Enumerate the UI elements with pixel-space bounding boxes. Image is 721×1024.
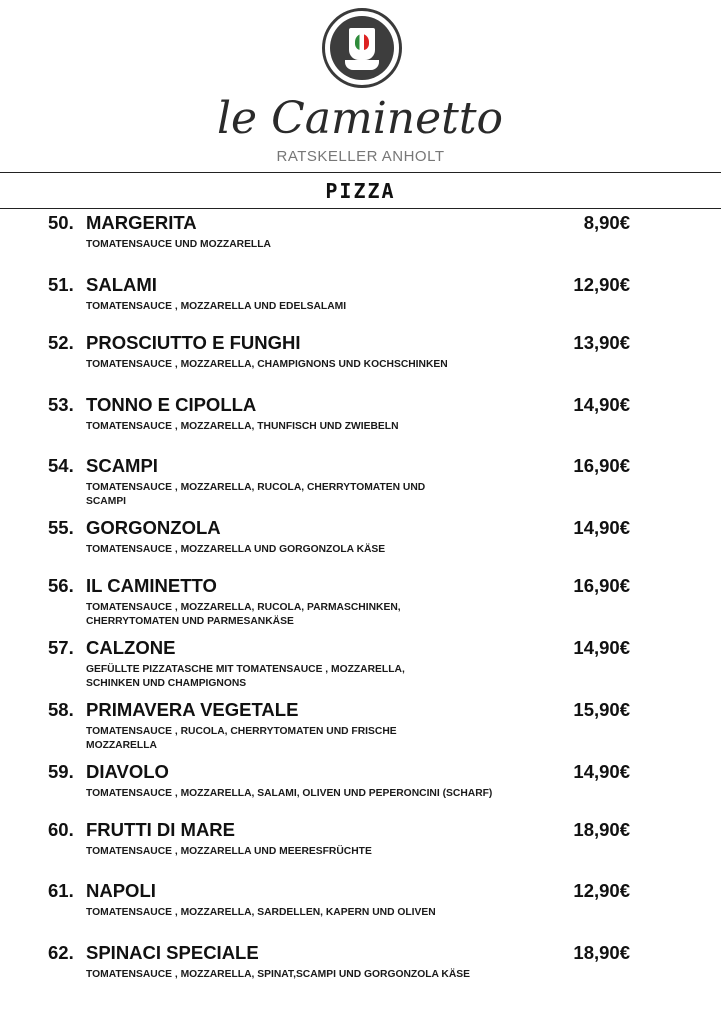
item-name: NAPOLI <box>86 880 156 901</box>
item-price: 15,90€ <box>573 699 630 720</box>
item-number: 51. <box>48 274 74 295</box>
item-name: DIAVOLO <box>86 761 169 782</box>
item-price: 18,90€ <box>573 819 630 840</box>
item-name: SPINACI SPECIALE <box>86 942 259 963</box>
item-description: TOMATENSAUCE , MOZZARELLA, CHAMPIGNONS UND KOCHSCHINKEN <box>86 359 448 370</box>
item-description: TOMATENSAUCE , MOZZARELLA UND MEERESFRÜCHTE <box>86 846 372 857</box>
item-number: 62. <box>48 942 74 963</box>
section-title: PIZZA <box>325 179 396 203</box>
item-description: TOMATENSAUCE , MOZZARELLA, RUCOLA, CHERRYTOMATEN UND SCAMPI <box>86 482 426 507</box>
item-name: FRUTTI DI MARE <box>86 819 236 840</box>
item-price: 14,90€ <box>573 761 630 782</box>
restaurant-name-logo: le Caminetto <box>216 93 504 144</box>
item-name: PROSCIUTTO E FUNGHI <box>86 332 301 353</box>
item-name: SCAMPI <box>86 455 158 476</box>
oven-shape <box>349 28 375 60</box>
item-description: TOMATENSAUCE , MOZZARELLA UND EDELSALAMI <box>86 301 347 312</box>
item-number: 54. <box>48 455 74 476</box>
item-number: 60. <box>48 819 74 840</box>
item-description: TOMATENSAUCE , MOZZARELLA, SARDELLEN, KAPERN UND OLIVEN <box>86 907 436 918</box>
oven-base <box>345 60 379 70</box>
item-description: TOMATENSAUCE , MOZZARELLA, SALAMI, OLIVEN UND PEPERONCINI (SCHARF) <box>86 788 493 799</box>
divider-top <box>0 172 721 173</box>
item-description: TOMATENSAUCE , MOZZARELLA, RUCOLA, PARMASCHINKEN, CHERRYTOMATEN UND PARMESANKÄSE <box>86 602 401 627</box>
item-number: 55. <box>48 517 74 538</box>
item-description: GEFÜLLTE PIZZATASCHE MIT TOMATENSAUCE , MOZZARELLA, SCHINKEN UND CHAMPIGNONS <box>86 664 405 689</box>
item-price: 14,90€ <box>573 517 630 538</box>
item-description: TOMATENSAUCE , MOZZARELLA UND GORGONZOLA KÄSE <box>86 544 386 555</box>
italian-flame-icon <box>355 34 369 50</box>
item-description: TOMATENSAUCE , MOZZARELLA, THUNFISCH UND ZWIEBELN <box>86 421 399 432</box>
item-name: GORGONZOLA <box>86 517 221 538</box>
item-description: TOMATENSAUCE UND MOZZARELLA <box>86 239 271 250</box>
item-description: TOMATENSAUCE , MOZZARELLA, SPINAT,SCAMPI UND GORGONZOLA KÄSE <box>86 969 471 980</box>
item-name: CALZONE <box>86 637 176 658</box>
item-price: 12,90€ <box>573 274 630 295</box>
item-number: 56. <box>48 575 74 596</box>
item-number: 52. <box>48 332 74 353</box>
item-price: 14,90€ <box>573 637 630 658</box>
restaurant-logo-emblem <box>322 8 402 88</box>
item-number: 58. <box>48 699 74 720</box>
item-price: 13,90€ <box>573 332 630 353</box>
item-price: 8,90€ <box>583 212 630 233</box>
item-number: 61. <box>48 880 74 901</box>
item-name: SALAMI <box>86 274 157 295</box>
item-description: TOMATENSAUCE , RUCOLA, CHERRYTOMATEN UND FRISCHE MOZZARELLA <box>86 726 397 751</box>
fireplace-icon <box>330 16 394 80</box>
restaurant-subtitle: RATSKELLER ANHOLT <box>276 148 445 165</box>
item-number: 59. <box>48 761 74 782</box>
item-price: 16,90€ <box>573 455 630 476</box>
item-number: 50. <box>48 212 74 233</box>
item-price: 14,90€ <box>573 394 630 415</box>
item-name: PRIMAVERA VEGETALE <box>86 699 299 720</box>
item-price: 18,90€ <box>573 942 630 963</box>
divider-bottom <box>0 208 721 209</box>
item-number: 57. <box>48 637 74 658</box>
item-price: 12,90€ <box>573 880 630 901</box>
item-number: 53. <box>48 394 74 415</box>
item-name: TONNO E CIPOLLA <box>86 394 257 415</box>
item-price: 16,90€ <box>573 575 630 596</box>
item-name: MARGERITA <box>86 212 197 233</box>
item-name: IL CAMINETTO <box>86 575 217 596</box>
